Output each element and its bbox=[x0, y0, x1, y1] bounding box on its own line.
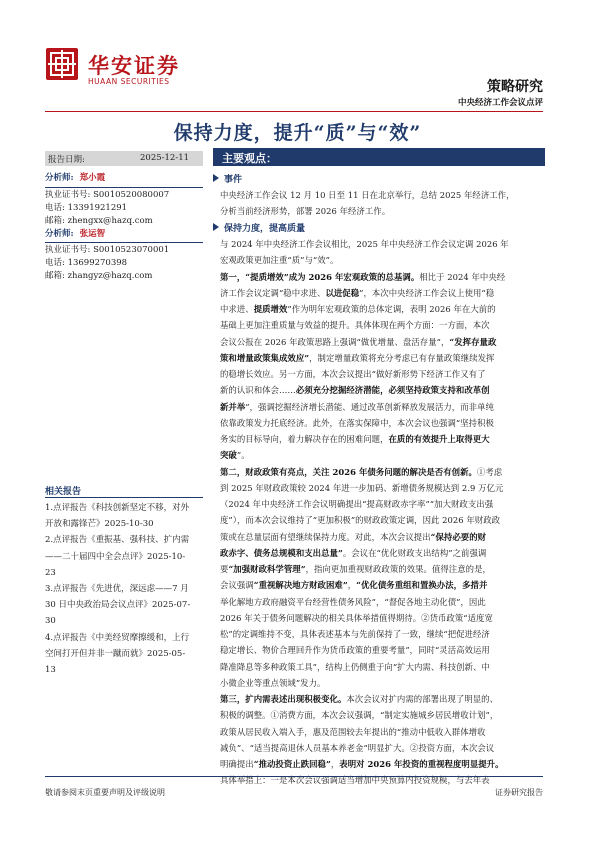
related-report-line[interactable]: 开放和露锋芒》2025-10-30 bbox=[45, 519, 154, 530]
paragraph-line: 宏观政策更加注重“质”与“效”。 bbox=[220, 255, 339, 266]
paragraph-line: 务实的目标导向，着力解决存在的困难问题，在质的有效提升上取得更大 bbox=[220, 434, 490, 444]
paragraph-line: 降准降息等多种政策工具”，结构上仍侧重于向“扩大内需、科技创新、中 bbox=[220, 661, 490, 672]
footer-disclaimer[interactable]: 敬请参阅末页重要声明及评级说明 bbox=[45, 788, 165, 797]
paragraph-line: 到 2025 年财政政策较 2024 年进一步加码、新增债务规模达到 2.9 万亿元 bbox=[220, 482, 504, 493]
report-subtitle: 中央经济工作会议点评 bbox=[457, 98, 543, 108]
paragraph-line: 明确提出“推动投资止跌回稳”，表明对 2026 年投资的重视程度明显提升。 bbox=[220, 759, 504, 769]
paragraph-line: 第二，财政政策有亮点，关注 2026 年债务问题的解决是否有创新。①考虑 bbox=[220, 466, 503, 477]
paragraph-line: 会议强调“重视解决地方财政困难”，“优化债务重组和置换办法，多措并 bbox=[220, 580, 488, 591]
analyst-2-divider bbox=[45, 242, 203, 243]
related-report-line[interactable]: 2.点评报告《重振基、强科技、扩内需 bbox=[45, 535, 190, 546]
section-heading: 事件 bbox=[213, 172, 242, 185]
paragraph-line: 新的认识和体会……必须充分挖掘经济潜能，必须坚持政策支持和改革创 bbox=[220, 385, 490, 396]
report-type: 策略研究 bbox=[487, 79, 543, 95]
paragraph-line: 第三，扩内需表述出现积极变化。本次会议对扩内需的部署出现了明显的、 bbox=[220, 694, 499, 704]
paragraph-line: 分析当前经济形势，部署 2026 年经济工作。 bbox=[220, 206, 391, 217]
paragraph-line: 新并举”，强调挖掘经济增长潜能、通过改革创新释放发展活力，而非单纯 bbox=[220, 401, 494, 412]
paragraph-line: 依靠政策发力托底经济。此外，在落实保障中，本次会议也强调“坚持积极 bbox=[220, 417, 494, 428]
footer-divider bbox=[45, 776, 543, 777]
analyst-name: 张运智 bbox=[79, 229, 106, 239]
analyst-2-header bbox=[45, 228, 105, 241]
related-report-line[interactable]: 3.点评报告《先进优，深远虑——7 月 bbox=[45, 584, 189, 595]
analyst-email[interactable]: 邮箱: zhengxx@hazq.com bbox=[45, 216, 153, 226]
paragraph-line: 的稳增长效应。另一方面，本次会议提出“做好新形势下经济工作又有了 bbox=[220, 369, 486, 379]
analyst-phone: 电话: 13699270398 bbox=[45, 258, 128, 268]
related-report-line[interactable]: 1.点评报告《科技创新坚定不移，对外 bbox=[45, 503, 190, 513]
analyst-email[interactable]: 邮箱: zhangyz@hazq.com bbox=[45, 271, 153, 281]
section-body bbox=[220, 187, 515, 220]
paragraph-line: 突破”。 bbox=[220, 450, 250, 461]
related-report-line[interactable]: 23 bbox=[45, 567, 56, 578]
report-title: 保持力度，提升“质”与“效” bbox=[173, 122, 422, 144]
date-label: 报告日期: bbox=[48, 155, 85, 165]
analyst-cert: 执业证书号: S0010520080007 bbox=[45, 190, 170, 200]
paragraph-line: 减负”、“适当提高退休人员基本养老金”明显扩大。②投资方面，本次会议 bbox=[220, 742, 495, 753]
triangle-bullet-icon bbox=[213, 223, 219, 231]
paragraph-line: 小微企业等重点领域”发力。 bbox=[220, 677, 326, 688]
related-report-line[interactable]: 30 bbox=[45, 616, 56, 627]
paragraph-line: 举化解地方政府融资平台经营性债务风险”，“督促各地主动化债”，因此 bbox=[220, 596, 486, 607]
paragraph-line: 政策从居民收入端入手，惠及范围较去年提出的“推动中低收入群体增收 bbox=[220, 726, 486, 737]
company-logo-icon bbox=[45, 47, 79, 81]
paragraph-line: （2024 年中央经济工作会议明确提出“提高财政赤字率”“加大财政支出强 bbox=[220, 499, 494, 509]
analyst-cert: 执业证书号: S0010523070001 bbox=[45, 245, 170, 255]
analyst-name: 郑小霞 bbox=[79, 173, 106, 183]
paragraph-line: 度”），而本次会议维持了“更加积极”的财政政策定调，因此 2026 年财政政 bbox=[220, 515, 501, 526]
section-heading: 保持力度，提高质量 bbox=[213, 221, 305, 234]
related-reports-list bbox=[45, 500, 205, 678]
paragraph-line: 2026 年关于债务问题解决的相关具体举措值得期待。②货币政策“适度宽 bbox=[220, 612, 493, 623]
related-report-line[interactable]: 4.点评报告《中美经贸摩擦缓和，上行 bbox=[45, 632, 190, 643]
related-report-line[interactable]: 13 bbox=[45, 665, 56, 676]
footer-label: 证券研究报告 bbox=[495, 788, 543, 797]
key-points-label: 主要观点： bbox=[222, 152, 277, 165]
paragraph-line: 具体举措上：一是本次会议强调适当增加中央预算内投资规模，与去年表 bbox=[220, 775, 490, 786]
paragraph-line: 策和增量政策集成效应”，制定增量政策将充分考虑已有存量政策继续发挥 bbox=[220, 352, 495, 363]
related-reports-title: 相关报告 bbox=[45, 487, 82, 497]
paragraph-line: 松”的定调维持不变，具体表述基本与先前保持了一致，继续“把促进经济 bbox=[220, 629, 490, 639]
paragraph-line: 稳定增长、物价合理回升作为货币政策的重要考量”，同时“灵活高效运用 bbox=[220, 645, 490, 656]
analyst-label: 分析师: bbox=[45, 229, 74, 239]
triangle-bullet-icon bbox=[213, 174, 219, 182]
date-value: 2025-12-11 bbox=[140, 153, 190, 163]
paragraph-line: 政赤字、债务总规模和支出总量”。会议在“优化财政支出结构”之前强调 bbox=[220, 547, 487, 558]
paragraph-line: 中求进、提质增效”作为明年宏观政策的总体定调，表明 2026 年在大前的 bbox=[220, 304, 496, 314]
analyst-1-divider bbox=[45, 187, 203, 188]
paragraph-line: 与 2024 年中央经济工作会议相比，2025 年中央经济工作会议定调 2026 年 bbox=[220, 239, 509, 249]
paragraph-line: 中央经济工作会议 12 月 10 日至 11 日在北京举行，总结 2025 年经济工作， bbox=[220, 190, 515, 200]
paragraph-line: 要“加强财政科学管理”，指向更加重视财政政策的效果。值得注意的是， bbox=[220, 564, 491, 574]
paragraph-line: 第一，“提质增效”成为 2026 年宏观政策的总基调。相比于 2024 年中央经 bbox=[220, 271, 506, 282]
related-report-line[interactable]: ——二十届四中全会点评》2025-10- bbox=[45, 551, 186, 562]
brand-name-cn: 华安证券 bbox=[88, 53, 180, 78]
paragraph-line: 积极的调整。①消费方面，本次会议强调，“制定实施城乡居民增收计划”， bbox=[220, 710, 499, 721]
analyst-label: 分析师: bbox=[45, 173, 74, 183]
paragraph-line: 会议公报在 2026 年政策思路上强调“做优增量、盘活存量”，“发挥存量政 bbox=[220, 336, 497, 347]
related-reports-divider bbox=[45, 497, 203, 498]
paragraph-line: 策或在总量层面有望继续保持力度。对此，本次会议提出“保持必要的财 bbox=[220, 531, 487, 542]
section-body bbox=[220, 236, 509, 789]
paragraph-line: 基础上更加注重质量与效益的提升。具体体现在两个方面：一方面，本次 bbox=[220, 320, 490, 331]
related-report-line[interactable]: 空间打开但并非一蹴而就》2025-05- bbox=[45, 648, 186, 659]
brand-name-en: HUAAN SECURITIES bbox=[88, 77, 170, 86]
header-divider bbox=[45, 111, 543, 112]
analyst-phone: 电话: 13391921291 bbox=[45, 203, 128, 213]
related-report-line[interactable]: 30 日中央政治局会议点评》2025-07- bbox=[45, 600, 191, 611]
paragraph-line: 济工作会议定调“稳中求进、以进促稳”，本次中央经济工作会议上使用“稳 bbox=[220, 287, 495, 298]
analyst-1-header bbox=[45, 172, 105, 185]
